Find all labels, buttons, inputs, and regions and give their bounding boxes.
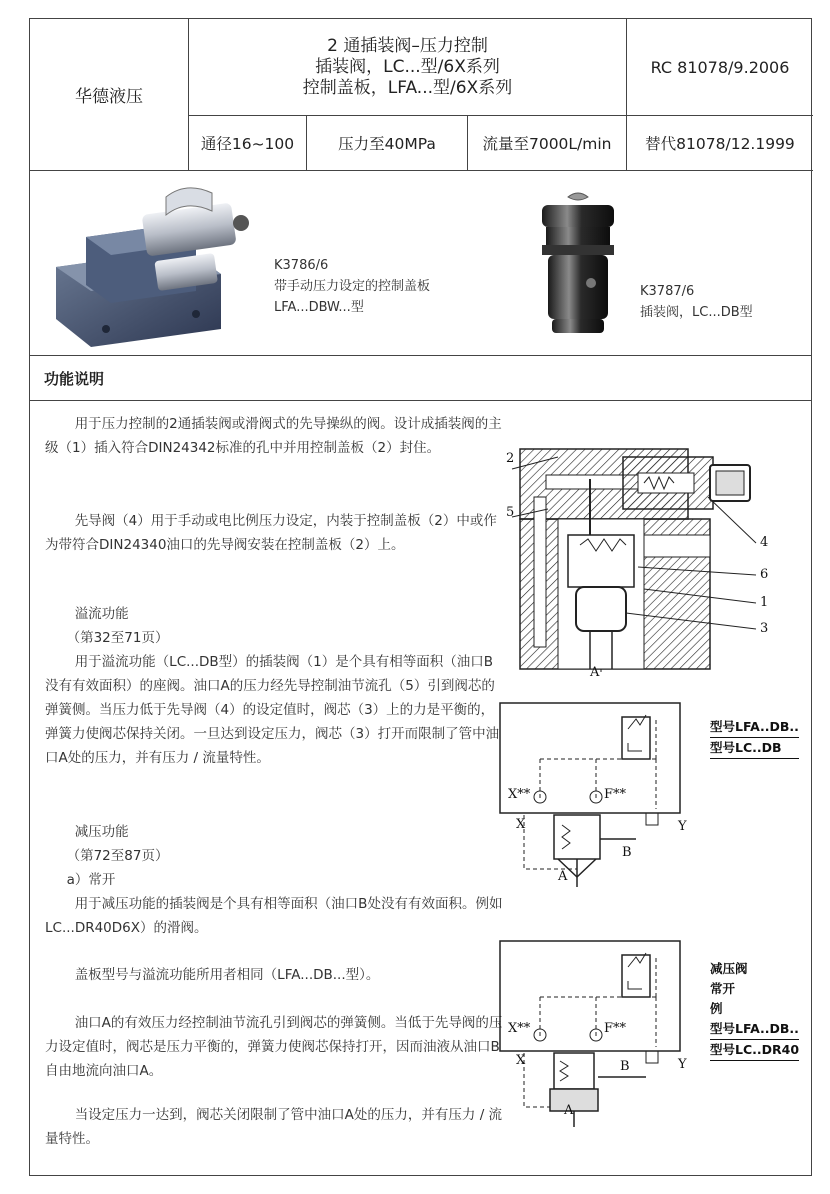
reducing-title: 减压功能: [74, 824, 129, 840]
company-name: 华德液压: [30, 19, 189, 171]
reducing-description: 用于减压功能的插装阀是个具有相等面积（油口B处没有有效面积。例如LC...DR40D6X）的滑阀。: [45, 896, 503, 936]
spec-replaces: 替代81078/12.1999: [627, 116, 813, 171]
symbol1-b-port: B: [622, 845, 632, 860]
relief-pages: （第32至71页）: [66, 630, 169, 646]
symbol2-b-port: B: [620, 1059, 630, 1074]
symbol1-type-list: [710, 717, 799, 759]
diagram-label-6: 6: [760, 567, 769, 582]
diagram-label-a: A: [590, 665, 600, 680]
valve-section-diagram: [498, 417, 778, 672]
symbol1-a-port: A: [558, 869, 568, 884]
relief-function-block: [45, 602, 505, 770]
document-code: RC 81078/9.2006: [627, 19, 813, 116]
section-title: 功能说明: [30, 356, 811, 401]
symbol1-f-orifice: F**: [604, 787, 627, 802]
symbol2-a-port: A: [564, 1103, 574, 1118]
control-cover-photo: [46, 179, 256, 349]
reducing-function-block: [45, 820, 505, 940]
symbol2-type-1: 型号LFA..DB..: [710, 1019, 799, 1040]
reducing-limit-paragraph: 当设定压力一达到，阀芯关闭限制了管中油口A处的压力，并有压力 / 流量特性。: [45, 1107, 503, 1147]
right-photo-caption: K3787/6 插装阀，LC...DB型: [640, 284, 753, 320]
spec-flow: 流量至7000L/min: [468, 116, 627, 171]
symbol2-x-port: X: [516, 1053, 526, 1068]
reducing-pages: （第72至87页）: [66, 848, 169, 864]
reducing-normally-open: a）常开: [66, 872, 116, 888]
symbol2-y-port: Y: [678, 1057, 687, 1072]
title-line-2: 插装阀，LC...型/6X系列: [315, 56, 500, 77]
symbol1-x-orifice: X**: [508, 787, 531, 802]
spec-size: 通径16~100: [189, 116, 307, 171]
pilot-paragraph: 先导阀（4）用于手动或电比例压力设定，内装于控制盖板（2）中或作为带符合DIN24340油口的先导阀安装在控制盖板（2）上。: [45, 513, 497, 553]
diagram-label-3: 3: [760, 621, 769, 636]
diagram-label-4: 4: [760, 535, 769, 550]
product-title: [189, 19, 627, 116]
relief-description: 用于溢流功能（LC...DB型）的插装阀（1）是个具有相等面积（油口B没有有效面积）的座阀。油口A的压力经先导控制油节流孔（5）引到阀芯的弹簧侧。当压力低于先导阀（4）的设定值时，阀芯（3）上的力是平衡的，弹簧力使阀芯保持关闭。一旦达到设定压力，阀芯（3）打开而限制了管中油口A处的压力，并有压力 / 流量特性。: [45, 654, 500, 766]
diagram-label-1: 1: [760, 595, 769, 610]
header: [30, 19, 811, 171]
symbol1-x-port: X: [516, 817, 526, 832]
symbol2-x-orifice: X**: [508, 1021, 531, 1036]
diagram-label-5: 5: [506, 505, 515, 520]
reducing-operation-paragraph: 油口A的有效压力经控制油节流孔引到阀芯的弹簧侧。当低于先导阀的压力设定值时，阀芯是压力平衡的，弹簧力使阀芯保持打开，因而油液从油口B自由地流向油口A。: [45, 1015, 503, 1079]
symbol2-example: 例: [710, 1001, 723, 1016]
symbol1-y-port: Y: [678, 819, 687, 834]
cover-type-paragraph: 盖板型号与溢流功能所用者相同（LFA...DB...型）。: [74, 967, 380, 983]
title-line-1: 2 通插装阀–压力控制: [327, 35, 488, 56]
datasheet-page: [29, 18, 812, 1176]
diagram-label-2: 2: [506, 451, 515, 466]
spec-pressure: 压力至40MPa: [307, 116, 468, 171]
symbol2-normally-open: 常开: [710, 981, 736, 996]
left-photo-caption: K3786/6 带手动压力设定的控制盖板 LFA...DBW...型: [274, 258, 431, 315]
symbol2-title: 减压阀: [710, 961, 748, 976]
title-line-3: 控制盖板，LFA...型/6X系列: [302, 77, 513, 98]
cartridge-valve-photo: [528, 191, 628, 351]
relief-title: 溢流功能: [74, 606, 129, 622]
symbol2-type-2: 型号LC..DR40: [710, 1040, 799, 1061]
intro-paragraph: 用于压力控制的2通插装阀或滑阀式的先导操纵的阀。设计成插装阀的主级（1）插入符合DIN24342标准的孔中并用控制盖板（2）封住。: [45, 416, 502, 456]
symbol1-type-2: 型号LC..DB: [710, 738, 799, 759]
symbol1-type-1: 型号LFA..DB..: [710, 717, 799, 738]
symbol2-f-orifice: F**: [604, 1021, 627, 1036]
product-photos: [30, 171, 811, 356]
symbol2-type-list: [710, 959, 799, 1061]
